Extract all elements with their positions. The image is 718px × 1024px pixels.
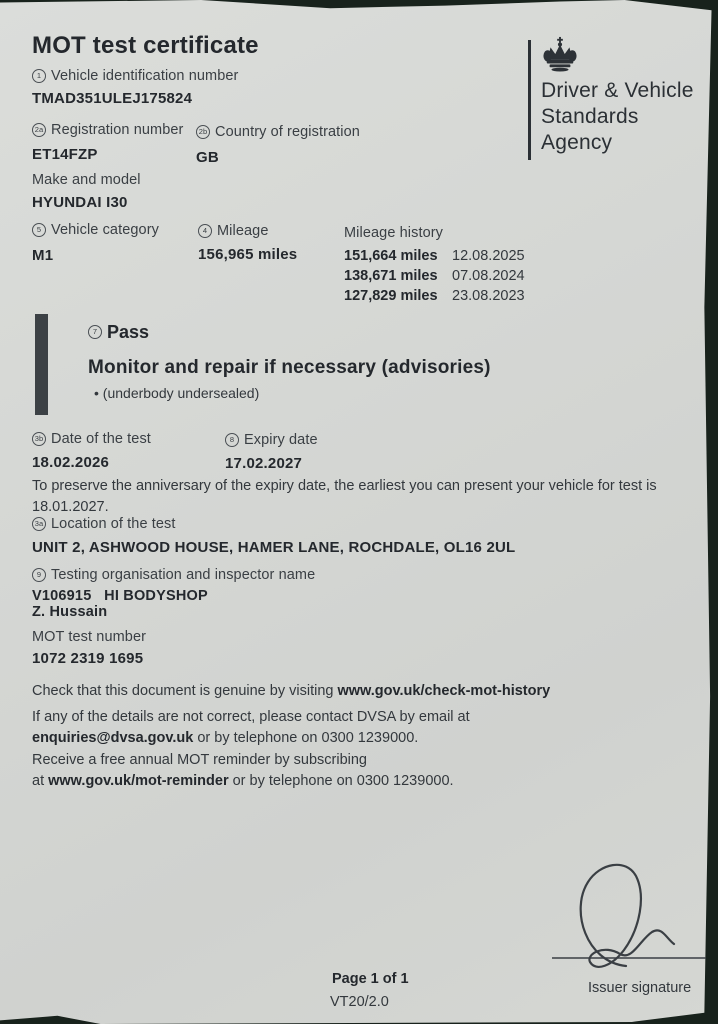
vehicle-category-value: M1 [32, 247, 54, 264]
expiry-date-label: 8 Expiry date [225, 432, 318, 448]
anniversary-note: To preserve the anniversary of the expiry date, the earliest you can present your vehicle for test is 18.01.2027. [32, 478, 657, 515]
country-label: 2b Country of registration [196, 124, 360, 140]
mot-number-label: MOT test number [32, 629, 147, 645]
field-number-icon: 2a [32, 123, 46, 137]
form-number: VT20/2.0 [330, 994, 389, 1010]
reminder-line2: at www.gov.uk/mot-reminder or by telephone on 0300 1239000. [32, 773, 454, 789]
reminder-text: Receive a free annual MOT reminder by subscribing at www.gov.uk/mot-reminder or by telephone on 0300 1239000. [32, 750, 672, 792]
field-number-icon: 2b [196, 125, 210, 139]
field-number-icon: 1 [32, 69, 46, 83]
advisory-item: • (underbody undersealed) [94, 385, 259, 401]
issuer-signature-mark [548, 858, 710, 975]
mileage-label: 4 Mileage [198, 223, 268, 239]
check-mot-history-link: www.gov.uk/check-mot-history [337, 683, 551, 699]
mot-reminder-link: www.gov.uk/mot-reminder [48, 773, 229, 789]
mileage-history-row: 127,829 miles 23.08.2023 [344, 288, 525, 304]
dvsa-email: enquiries@dvsa.gov.uk [32, 730, 194, 746]
royal-crest-icon [541, 36, 579, 77]
location-label: 3a Location of the test [32, 516, 176, 532]
test-date-value: 18.02.2026 [32, 454, 110, 471]
field-number-icon: 3b [32, 432, 46, 446]
agency-line: Driver & Vehicle [541, 79, 694, 102]
mileage-history-row: 138,671 miles 07.08.2024 [344, 268, 525, 284]
mot-number-value: 1072 2319 1695 [32, 650, 144, 667]
mileage-value: 156,965 miles [198, 246, 298, 263]
registration-label: 2a Registration number [32, 122, 183, 138]
country-value: GB [196, 149, 219, 166]
field-number-icon: 9 [32, 568, 46, 582]
vin-value: TMAD351ULEJ175824 [32, 90, 193, 107]
location-value: UNIT 2, ASHWOOD HOUSE, HAMER LANE, ROCHDALE, OL16 2UL [32, 539, 516, 556]
mileage-history-row: 151,664 miles 12.08.2025 [344, 248, 525, 264]
make-model-label: Make and model [32, 172, 141, 188]
result-pass: 7 Pass [88, 322, 149, 343]
field-number-icon: 5 [32, 223, 46, 237]
result-bar [35, 314, 48, 415]
field-number-icon: 7 [88, 325, 102, 339]
agency-name [541, 78, 694, 156]
mileage-history-table [344, 246, 525, 306]
genuine-check-text: Check that this document is genuine by visiting www.gov.uk/check-mot-history [32, 683, 551, 699]
vehicle-category-label: 5 Vehicle category [32, 222, 159, 238]
vin-label: 1 Vehicle identification number [32, 68, 239, 84]
mileage-history-label: Mileage history [344, 225, 444, 241]
testing-org-label: 9 Testing organisation and inspector name [32, 567, 315, 583]
issuer-signature-label: Issuer signature [588, 980, 692, 996]
agency-line: Standards [541, 105, 639, 128]
page-title: MOT test certificate [32, 32, 259, 59]
test-date-label: 3b Date of the test [32, 431, 151, 447]
field-number-icon: 4 [198, 224, 212, 238]
make-model-value: HYUNDAI I30 [32, 194, 128, 211]
contact-text: If any of the details are not correct, please contact DVSA by email at enquiries@dvsa.gov.uk or by telephone on 0300 1239000. [32, 709, 470, 746]
advisory-heading: Monitor and repair if necessary (advisories) [88, 357, 491, 378]
inspector-name: Z. Hussain [32, 604, 108, 620]
field-number-icon: 3a [32, 517, 46, 531]
testing-org-value: V106915 HI BODYSHOP [32, 588, 208, 604]
page-number: Page 1 of 1 [332, 971, 409, 987]
logo-divider [528, 40, 531, 160]
registration-value: ET14FZP [32, 146, 98, 163]
expiry-date-value: 17.02.2027 [225, 455, 303, 472]
field-number-icon: 8 [225, 433, 239, 447]
agency-line: Agency [541, 131, 613, 154]
